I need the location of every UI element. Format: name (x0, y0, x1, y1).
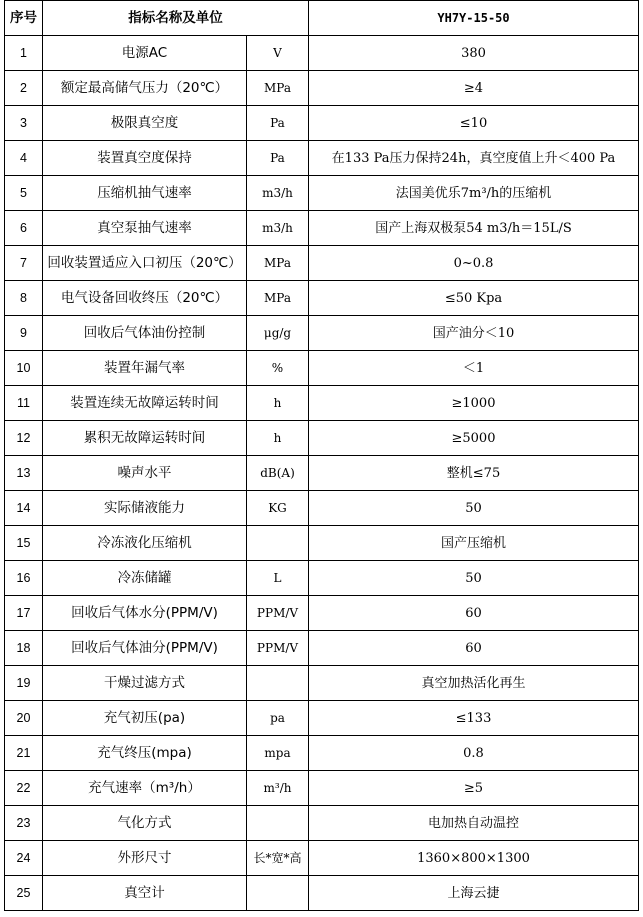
row-unit (247, 526, 309, 561)
row-value: ≥4 (309, 71, 639, 106)
row-value: 60 (309, 631, 639, 666)
table-row (5, 806, 639, 841)
row-unit: m3/h (247, 211, 309, 246)
row-unit: h (247, 421, 309, 456)
row-value: 1360×800×1300 (309, 841, 639, 876)
table-row (5, 246, 639, 281)
row-value: 法国美优乐7m³/h的压缩机 (309, 176, 639, 211)
row-value: 国产压缩机 (309, 526, 639, 561)
row-number: 11 (5, 386, 43, 421)
table-row (5, 316, 639, 351)
row-name: 电源AC (43, 36, 247, 71)
row-name: 极限真空度 (43, 106, 247, 141)
row-number: 12 (5, 421, 43, 456)
row-value: 国产油分＜10 (309, 316, 639, 351)
row-unit: μg/g (247, 316, 309, 351)
table-row (5, 841, 639, 876)
row-unit: % (247, 351, 309, 386)
row-name: 干燥过滤方式 (43, 666, 247, 701)
row-unit: m³/h (247, 771, 309, 806)
row-number: 19 (5, 666, 43, 701)
row-unit: L (247, 561, 309, 596)
table-row (5, 561, 639, 596)
row-value: ≤133 (309, 701, 639, 736)
row-value: 真空加热活化再生 (309, 666, 639, 701)
row-unit: 长*宽*高 (247, 841, 309, 876)
row-value: ≤50 Kpa (309, 281, 639, 316)
row-unit: PPM/V (247, 596, 309, 631)
row-number: 24 (5, 841, 43, 876)
row-name: 充气终压(mpa) (43, 736, 247, 771)
row-name: 装置连续无故障运转时间 (43, 386, 247, 421)
header-row (5, 1, 639, 36)
table-row (5, 106, 639, 141)
row-name: 电气设备回收终压（20℃） (43, 281, 247, 316)
row-unit: h (247, 386, 309, 421)
table-row (5, 141, 639, 176)
row-number: 14 (5, 491, 43, 526)
row-unit: MPa (247, 281, 309, 316)
row-number: 22 (5, 771, 43, 806)
table-row (5, 666, 639, 701)
row-unit: mpa (247, 736, 309, 771)
row-unit: PPM/V (247, 631, 309, 666)
row-name: 回收装置适应入口初压（20℃） (43, 246, 247, 281)
row-unit (247, 876, 309, 911)
row-number: 13 (5, 456, 43, 491)
table-row (5, 211, 639, 246)
row-name: 累积无故障运转时间 (43, 421, 247, 456)
row-name: 噪声水平 (43, 456, 247, 491)
row-value: 整机≤75 (309, 456, 639, 491)
row-number: 8 (5, 281, 43, 316)
table-row (5, 386, 639, 421)
row-name: 实际储液能力 (43, 491, 247, 526)
row-number: 23 (5, 806, 43, 841)
row-unit: MPa (247, 246, 309, 281)
row-value: 国产上海双极泵54 m3/h＝15L/S (309, 211, 639, 246)
row-number: 25 (5, 876, 43, 911)
row-name: 冷冻储罐 (43, 561, 247, 596)
row-name: 充气速率（m³/h） (43, 771, 247, 806)
row-name: 气化方式 (43, 806, 247, 841)
table-row (5, 36, 639, 71)
row-number: 17 (5, 596, 43, 631)
row-number: 4 (5, 141, 43, 176)
table-row (5, 701, 639, 736)
row-value: ≥1000 (309, 386, 639, 421)
row-number: 5 (5, 176, 43, 211)
row-name: 冷冻液化压缩机 (43, 526, 247, 561)
row-name: 真空计 (43, 876, 247, 911)
spec-table (4, 0, 639, 911)
row-name: 装置年漏气率 (43, 351, 247, 386)
table-row (5, 771, 639, 806)
row-number: 7 (5, 246, 43, 281)
row-unit: m3/h (247, 176, 309, 211)
row-name: 回收后气体油份控制 (43, 316, 247, 351)
row-value: ≤10 (309, 106, 639, 141)
row-number: 16 (5, 561, 43, 596)
table-row (5, 351, 639, 386)
row-number: 18 (5, 631, 43, 666)
header-no: 序号 (5, 1, 43, 36)
row-unit: MPa (247, 71, 309, 106)
row-unit (247, 666, 309, 701)
row-name: 压缩机抽气速率 (43, 176, 247, 211)
row-name: 真空泵抽气速率 (43, 211, 247, 246)
row-value: ＜1 (309, 351, 639, 386)
row-value: 50 (309, 491, 639, 526)
row-value: ≥5000 (309, 421, 639, 456)
row-value: 电加热自动温控 (309, 806, 639, 841)
row-name: 充气初压(pa) (43, 701, 247, 736)
row-number: 9 (5, 316, 43, 351)
table-row (5, 526, 639, 561)
table-row (5, 281, 639, 316)
row-number: 15 (5, 526, 43, 561)
row-value: 0.8 (309, 736, 639, 771)
header-name-unit: 指标名称及单位 (43, 1, 309, 36)
header-model: YH7Y-15-50 (309, 1, 639, 36)
table-row (5, 596, 639, 631)
table-row (5, 631, 639, 666)
row-unit (247, 806, 309, 841)
table-row (5, 736, 639, 771)
row-value: 上海云捷 (309, 876, 639, 911)
row-unit: V (247, 36, 309, 71)
row-value: 在133 Pa压力保持24h，真空度值上升＜400 Pa (309, 141, 639, 176)
row-number: 10 (5, 351, 43, 386)
row-unit: pa (247, 701, 309, 736)
row-number: 21 (5, 736, 43, 771)
row-name: 回收后气体水分(PPM/V) (43, 596, 247, 631)
row-unit: Pa (247, 141, 309, 176)
row-unit: Pa (247, 106, 309, 141)
table-row (5, 456, 639, 491)
row-value: 0~0.8 (309, 246, 639, 281)
row-value: ≥5 (309, 771, 639, 806)
row-unit: KG (247, 491, 309, 526)
table-row (5, 876, 639, 911)
row-value: 50 (309, 561, 639, 596)
row-value: 60 (309, 596, 639, 631)
row-name: 回收后气体油分(PPM/V) (43, 631, 247, 666)
row-number: 6 (5, 211, 43, 246)
row-number: 3 (5, 106, 43, 141)
table-row (5, 176, 639, 211)
row-number: 1 (5, 36, 43, 71)
table-row (5, 71, 639, 106)
row-number: 2 (5, 71, 43, 106)
row-name: 外形尺寸 (43, 841, 247, 876)
row-value: 380 (309, 36, 639, 71)
table-row (5, 421, 639, 456)
row-unit: dB(A) (247, 456, 309, 491)
row-number: 20 (5, 701, 43, 736)
row-name: 装置真空度保持 (43, 141, 247, 176)
row-name: 额定最高储气压力（20℃） (43, 71, 247, 106)
table-row (5, 491, 639, 526)
